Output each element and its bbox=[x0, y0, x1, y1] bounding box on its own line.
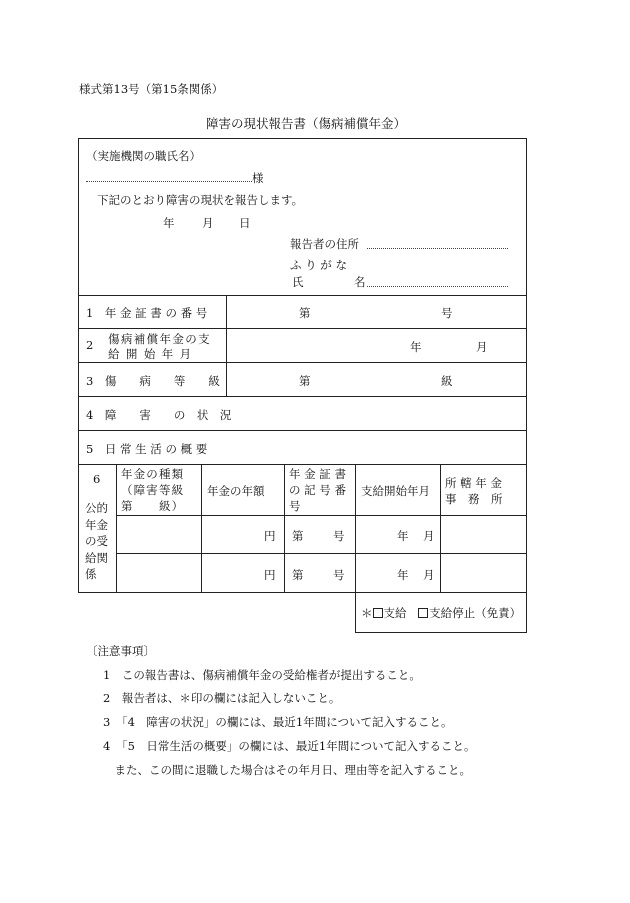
row-divider bbox=[116, 515, 527, 516]
header-start-month: 支給開始年月 bbox=[361, 484, 430, 498]
row-divider bbox=[78, 430, 527, 431]
pension-side-divider bbox=[116, 464, 117, 593]
row-divider bbox=[78, 362, 527, 363]
address-label: 報告者の住所 bbox=[290, 237, 359, 251]
start-month[interactable]: 月 bbox=[423, 529, 435, 543]
row-divider bbox=[78, 295, 527, 296]
start-date-label-line2: 給 開 始 年 月 bbox=[108, 347, 193, 361]
recipient-field[interactable] bbox=[86, 181, 252, 182]
note-item: 3 「4 障害の状況」の欄には、最近1年間について記入すること。 bbox=[103, 715, 453, 729]
disability-grade-kyu: 級 bbox=[441, 374, 453, 388]
page-title: 障害の現状報告書（傷病補償年金） bbox=[206, 116, 407, 131]
notes-heading: 〔注意事項〕 bbox=[86, 644, 155, 658]
date-year-label: 年 bbox=[163, 216, 175, 230]
disability-grade-label: 3 傷 病 等 級 bbox=[86, 374, 220, 388]
cert-dai[interactable]: 第 bbox=[292, 529, 304, 543]
start-date-num: 2 bbox=[86, 338, 94, 352]
annual-amount-yen[interactable]: 円 bbox=[264, 568, 276, 582]
column-divider bbox=[201, 464, 202, 593]
office-use-options bbox=[361, 605, 521, 621]
header-pension-office: 所 轄 年 金 事 務 所 bbox=[445, 476, 503, 506]
daily-life-label: 5 日 常 生 活 の 概 要 bbox=[86, 442, 208, 456]
form-number: 様式第13号（第15条関係） bbox=[79, 82, 224, 96]
header-annual-amount: 年金の年額 bbox=[207, 484, 265, 498]
option-payment-label: 支給 bbox=[383, 606, 407, 620]
date-day-label: 日 bbox=[239, 216, 251, 230]
checkbox-suspension[interactable] bbox=[418, 608, 428, 618]
office-use-asterisk: ＊ bbox=[361, 606, 373, 620]
address-field[interactable] bbox=[367, 248, 508, 249]
note-item: 1 この報告書は、傷病補償年金の受給権者が提出すること。 bbox=[103, 668, 421, 682]
header-pension-type: 年金の種類 （障害等級 第 級） bbox=[121, 467, 185, 513]
pension-section-num: 6 bbox=[93, 472, 101, 486]
row-divider bbox=[78, 328, 527, 329]
note-item: 2 報告者は、＊印の欄には記入しないこと。 bbox=[103, 691, 341, 705]
report-statement: 下記のとおり障害の現状を報告します。 bbox=[97, 193, 304, 207]
cert-dai[interactable]: 第 bbox=[292, 568, 304, 582]
option-suspension-label: 支給停止（免責） bbox=[429, 606, 522, 620]
start-date-month[interactable]: 月 bbox=[476, 340, 488, 354]
annual-amount-yen[interactable]: 円 bbox=[264, 529, 276, 543]
pension-side-label: 公的 年金 の受 給関 係 bbox=[85, 501, 108, 581]
note-item: 4 「5 日常生活の概要」の欄には、最近1年間について記入すること。 bbox=[103, 739, 476, 753]
name-field[interactable] bbox=[367, 286, 508, 287]
row-divider bbox=[78, 396, 527, 397]
cert-go: 号 bbox=[333, 529, 345, 543]
start-year[interactable]: 年 bbox=[397, 529, 409, 543]
name-label-second: 名 bbox=[354, 275, 366, 289]
note-item: また、この間に退職した場合はその年月日、理由等を記入すること。 bbox=[103, 763, 471, 777]
furigana-label: ふ り が な bbox=[290, 258, 347, 272]
name-label-first: 氏 bbox=[292, 275, 304, 289]
row-divider bbox=[116, 553, 527, 554]
column-divider bbox=[284, 464, 285, 593]
pension-cert-go: 号 bbox=[441, 306, 453, 320]
sama-label: 様 bbox=[252, 171, 264, 185]
disability-grade-dai[interactable]: 第 bbox=[299, 374, 311, 388]
date-month-label: 月 bbox=[202, 216, 214, 230]
column-divider bbox=[440, 464, 441, 593]
checkbox-payment[interactable] bbox=[373, 608, 383, 618]
header-cert-number: 年 金 証 書 の 記 号 番 号 bbox=[289, 467, 346, 513]
row-divider bbox=[78, 464, 527, 465]
disability-status-label: 4 障 害 の 状 況 bbox=[86, 408, 232, 422]
start-date-label-line1: 傷病補償年金の支 bbox=[108, 332, 212, 346]
pension-cert-dai[interactable]: 第 bbox=[299, 306, 311, 320]
start-year[interactable]: 年 bbox=[397, 568, 409, 582]
pension-cert-number-label: 1 年 金 証 書 の 番 号 bbox=[86, 306, 208, 320]
column-divider bbox=[355, 464, 356, 593]
start-date-year[interactable]: 年 bbox=[410, 340, 422, 354]
cert-go: 号 bbox=[333, 568, 345, 582]
label-column-divider bbox=[226, 295, 227, 396]
start-month[interactable]: 月 bbox=[423, 568, 435, 582]
recipient-label: （実施機関の職氏名） bbox=[86, 149, 201, 163]
